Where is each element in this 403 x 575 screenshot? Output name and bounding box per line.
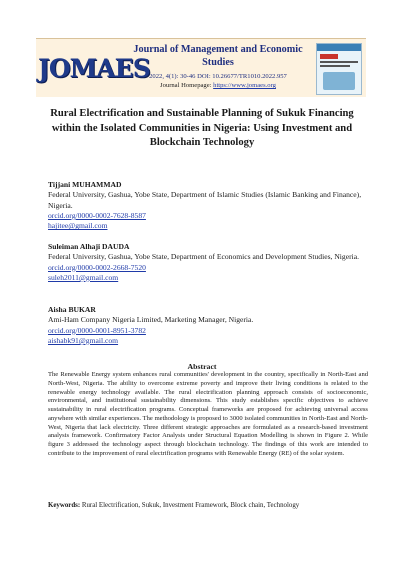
keywords-text: Rural Electrification, Sukuk, Investment Framework, Block chain, Technology [80, 502, 300, 509]
author-name: Suleiman Alhaji DAUDA [48, 242, 130, 251]
author-affiliation: Federal University, Gashua, Yobe State, Department of Islamic Studies (Islamic Banking and Finance), Nigeria. [48, 190, 362, 210]
author-name: Tijjani MUHAMMAD [48, 180, 122, 189]
author-name: Aisha BUKAR [48, 305, 96, 314]
journal-logo: JOMAES [38, 54, 150, 83]
author-affiliation: Federal University, Gashua, Yobe State, Department of Economics and Development Studies, Nigeria. [48, 252, 359, 262]
homepage-label: Journal Homepage: [160, 82, 214, 89]
journal-meta: 2022, 4(1): 30-46 DOI: 10.26677/TR1010.2022.957 [149, 73, 287, 80]
homepage-link[interactable]: https://www.jomaes.org [213, 82, 276, 89]
cover-picture [323, 72, 355, 90]
paper-title: Rural Electrification and Sustainable Planning of Sukuk Financing within the Isolated Communities in Nigeria: Using Investment and Blockchain Technology [50, 108, 354, 148]
journal-homepage [130, 81, 306, 90]
author-block [48, 180, 368, 231]
orcid-link[interactable]: orcid.org/0000-0002-7628-8587 [48, 210, 146, 220]
journal-header [36, 38, 366, 97]
cover-accent [320, 54, 338, 59]
abstract-text: The Renewable Energy system enhances rural communities' development in the country, specifically in North-East and North-West, Nigeria. The ability to overcome extreme poverty and improve their living conditions is related to the renewable energy technology available. The rural electrification planning approach consists of socioeconomic, environmental, and institutional sustainability dimensions. This study establishes specific objectives to achieve sustainability in rural electrification programs. Conceptual frameworks are proposed for achieving universal access anywhere with similar experiences. The methodology is proposed to 3000 isolated communities in North-East and North-West, Nigeria that lack electricity. Three different strategic approaches are formulated as a research-based investment analysis framework. Confirmatory Factor Analysis under Structural Equation Modelling is shown in Figure 2. While figure 3 addressed the technology aspect through blockchain technology. The findings of this work are intended to contribute to the improvement of rural electrification programs with Renewable Energy (RE) of the solar system. [48, 371, 368, 457]
cover-band [317, 44, 361, 51]
author-block [48, 242, 368, 283]
email-link[interactable]: hajitee@gmail.com [48, 221, 108, 231]
keywords-label: Keywords: [48, 502, 81, 509]
orcid-link[interactable]: orcid.org/0000-0002-2668-7520 [48, 262, 146, 272]
journal-cover-image [316, 43, 362, 95]
journal-info [130, 43, 306, 90]
author-block [48, 305, 368, 346]
journal-title: Journal of Management and Economic Studies [133, 44, 303, 68]
email-link[interactable]: aishabk91@gmail.com [48, 335, 119, 345]
abstract-heading: Abstract [187, 362, 217, 371]
email-link[interactable]: suleh2011@gmail.com [48, 272, 119, 282]
keywords [48, 501, 368, 510]
author-affiliation: Ami-Ham Company Nigeria Limited, Marketing Manager, Nigeria. [48, 315, 254, 325]
orcid-link[interactable]: orcid.org/0000-0001-8951-3782 [48, 325, 146, 335]
cover-line [320, 61, 358, 63]
cover-line [320, 65, 350, 67]
